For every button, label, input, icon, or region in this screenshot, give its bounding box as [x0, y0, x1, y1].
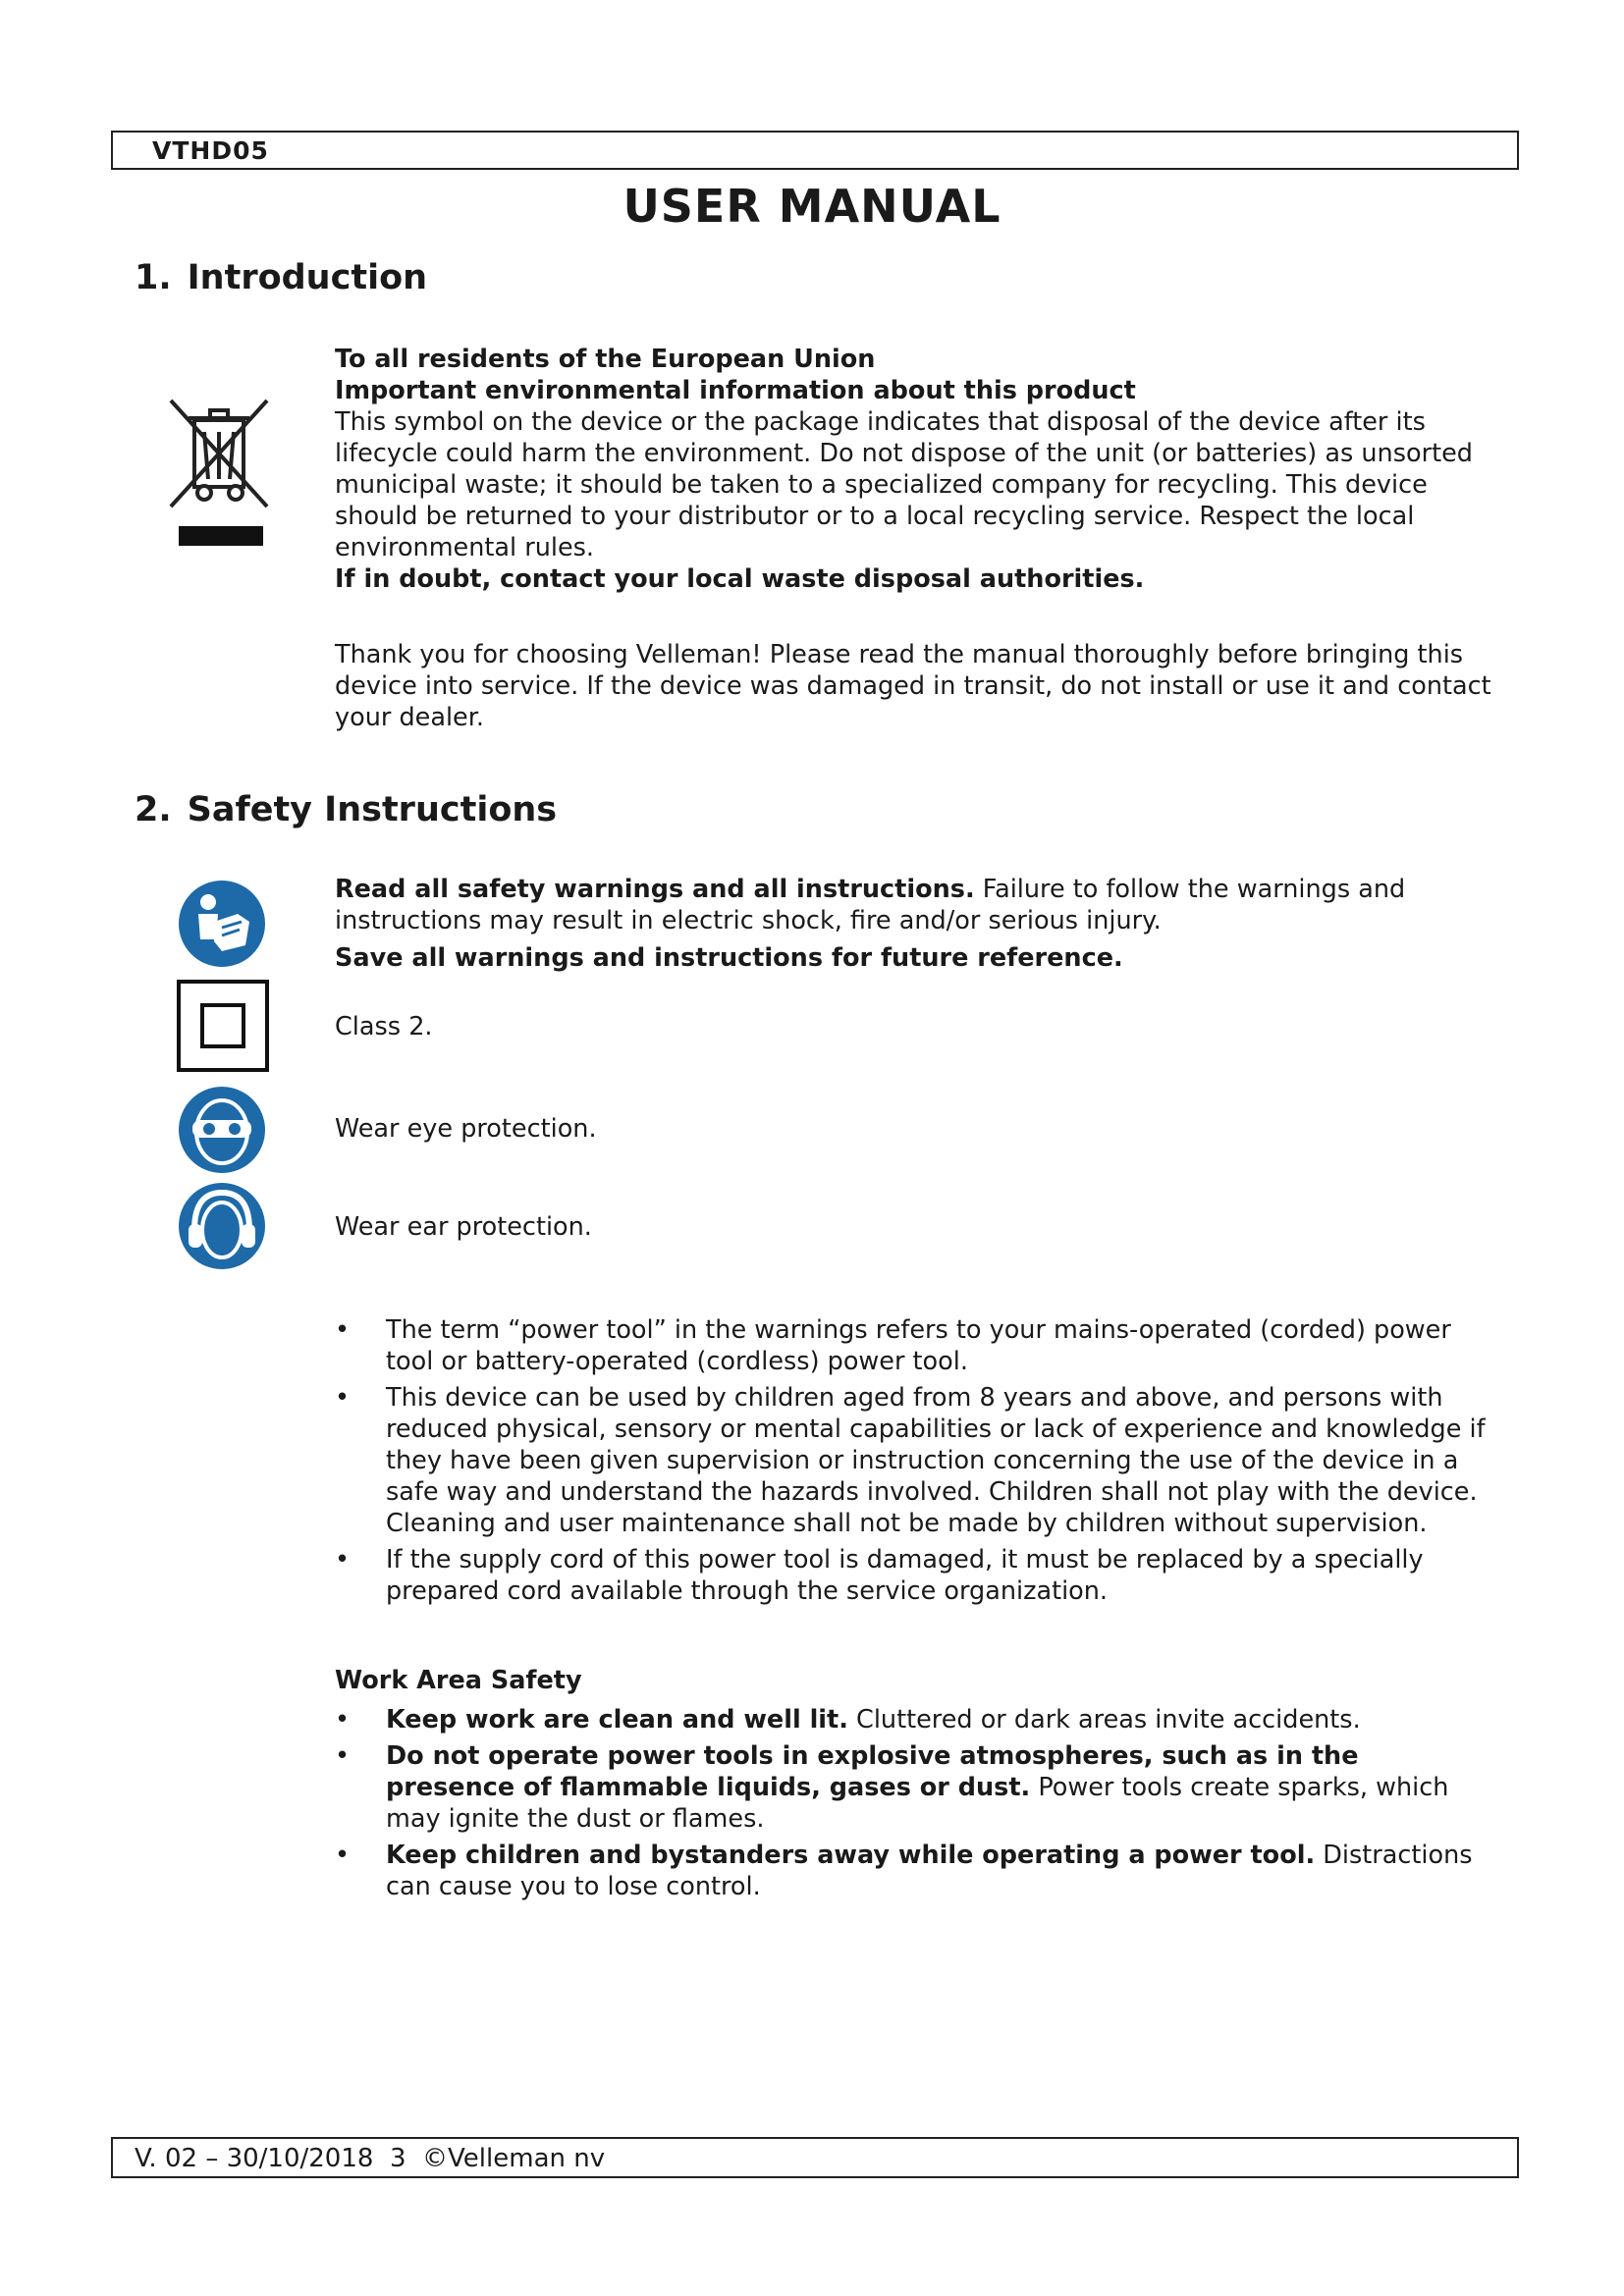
- eu-subtitle: Important environmental information about this product: [335, 376, 1136, 405]
- eu-title: To all residents of the European Union: [335, 345, 876, 374]
- item-text: Distractions can cause you to lose control.: [386, 1841, 1473, 1901]
- list-item: • This device can be used by children aged from 8 years and above, and persons with reduced physical, sensory or mental capabilities or lack of experience and knowledge if they have been given supervision or instruction concerning the use of the device in a safe way and understand the hazards involved. Children shall not play with the device. Cleaning and user maintenance shall not be made by children without supervision.: [335, 1382, 1493, 1539]
- eye-protection-icon: [177, 1085, 267, 1175]
- section-title: Safety Instructions: [187, 790, 558, 829]
- section-number: 2.: [135, 790, 172, 829]
- list-item: [335, 1740, 1493, 1835]
- weee-bin-icon: [165, 397, 275, 550]
- section-heading-introduction: [135, 258, 427, 297]
- read-warning-text: Failure to follow the warnings and instructions may result in electric shock, fire and/or serious injury.: [335, 875, 1406, 935]
- page-title: USER MANUAL: [623, 180, 1001, 233]
- item-text: Power tools create sparks, which may ignite the dust or flames.: [386, 1773, 1449, 1834]
- ear-protection-icon: [177, 1181, 267, 1271]
- section-number: 1.: [135, 258, 172, 297]
- item-text: Cluttered or dark areas invite accidents.: [856, 1705, 1361, 1735]
- eye-protection-text: Wear eye protection.: [335, 1114, 597, 1144]
- list-item: [335, 1704, 1493, 1735]
- eu-body: This symbol on the device or the package indicates that disposal of the device after its lifecycle could harm the environment. Do not dispose of the unit (or batteries) as unsorted municipal waste; it should be taken to a specialized company for recycling. This device should be returned to your distributor or to a local recycling service. Respect the local environmental rules.: [335, 407, 1473, 562]
- eu-disposal-block: [335, 344, 1493, 595]
- item-bold: Do not operate power tools in explosive atmospheres, such as in the presence of flammable liquids, gases or dust.: [386, 1741, 1359, 1802]
- footer-box: [111, 2137, 1519, 2178]
- section-title: Introduction: [187, 258, 428, 297]
- list-item: • The term “power tool” in the warnings refers to your mains-operated (corded) power tool or battery-operated (cordless) power tool.: [335, 1314, 1493, 1377]
- section-heading-safety: [135, 790, 557, 829]
- item-bold: Keep work are clean and well lit.: [386, 1705, 848, 1735]
- ear-protection-text: Wear ear protection.: [335, 1212, 592, 1242]
- read-warning-bold: Read all safety warnings and all instructions.: [335, 875, 975, 904]
- work-area-list: [335, 1704, 1493, 1907]
- class-2-text: Class 2.: [335, 1012, 433, 1041]
- item-bold: Keep children and bystanders away while operating a power tool.: [386, 1841, 1316, 1870]
- model-number: VTHD05: [152, 136, 269, 165]
- eu-note: If in doubt, contact your local waste disposal authorities.: [335, 564, 1145, 594]
- list-item: [335, 1840, 1493, 1902]
- thanks-block: [335, 639, 1493, 733]
- general-warnings-list: [335, 1314, 1493, 1612]
- read-instructions-block: [335, 874, 1493, 974]
- list-item: • If the supply cord of this power tool is damaged, it must be replaced by a specially prepared cord available through the service organization.: [335, 1544, 1493, 1607]
- thanks-text: Thank you for choosing Velleman! Please read the manual thoroughly before bringing this device into service. If the device was damaged in transit, do not install or use it and contact your dealer.: [335, 640, 1491, 732]
- read-manual-icon: [177, 879, 267, 969]
- class-2-icon: [177, 980, 269, 1072]
- work-area-heading: Work Area Safety: [335, 1666, 582, 1695]
- header-box: [111, 131, 1519, 170]
- save-warning: Save all warnings and instructions for future reference.: [335, 943, 1123, 973]
- footer-text: V. 02 – 30/10/2018 3 ©Velleman nv: [135, 2144, 606, 2173]
